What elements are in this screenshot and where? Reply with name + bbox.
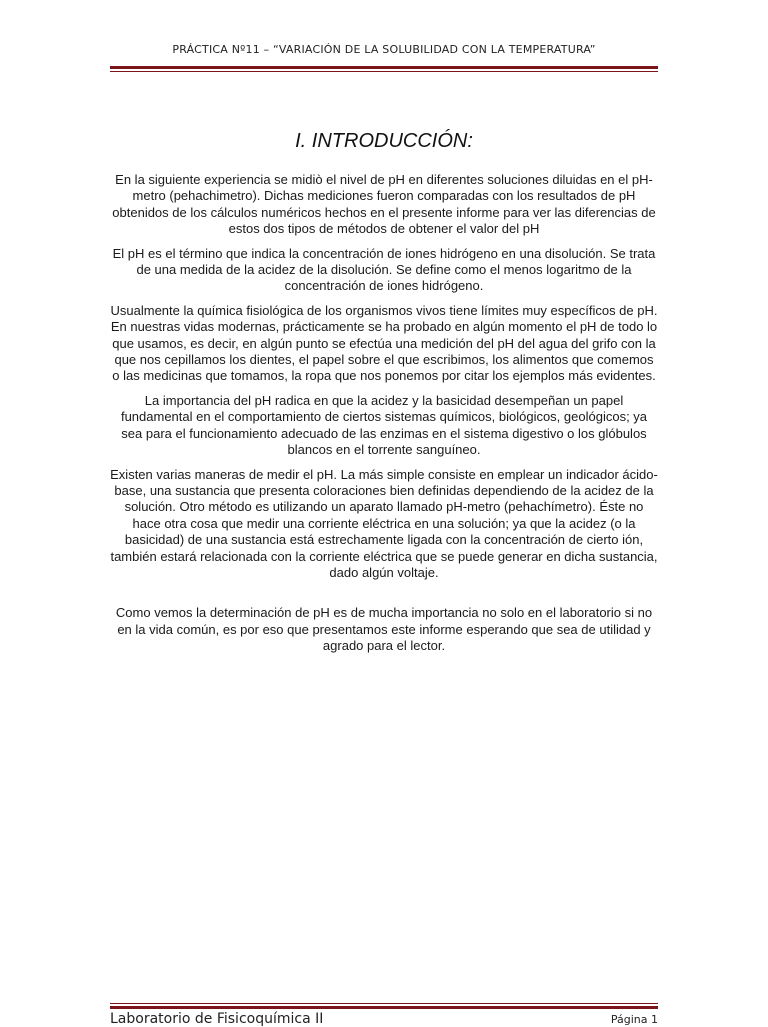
section-title: I. INTRODUCCIÓN: [295,130,473,152]
footer-page-number: Página 1 [610,1013,658,1026]
paragraph-1: En la siguiente experiencia se midiò el nivel de pH en diferentes soluciones diluidas en el pH-metro (pehachimetro). Dichas mediciones fueron comparadas con los resultados de pH obtenidos de los cálculos numéricos hechos en el presente informe para ver las diferencias de estos dos tipos de métodos de obtener el valor del pH [112,172,656,237]
paragraph-5: Existen varias maneras de medir el pH. La más simple consiste en emplear un indicador ácido-base, una sustancia que presenta coloraciones bien definidas dependiendo de la acidez de la solución. Otro método es utilizando un aparato llamado pH-metro (pehachímetro). Éste no hace otra cosa que medir una corriente eléctrica en una solución; ya que la acidez (o la basicidad) de una sustancia está estrechamente ligada con la concentración de cierto ión, también estará relacionada con la corriente eléctrica que se puede generar en dicha sustancia, dado algún voltaje. [110,466,658,580]
paragraph-2: El pH es el término que indica la concentración de iones hidrógeno en una disolución. Se trata de una medida de la acidez de la disolución. Se define como el menos logaritmo de la concentración de iones hidrógeno. [112,245,656,294]
paragraph-3: Usualmente la química fisiológica de los organismos vivos tiene límites muy específicos de pH. En nuestras vidas modernas, prácticamente se ha probado en algún momento el pH de todo lo que usamos, es decir, en algún punto se efectúa una medición del pH del agua del grifo con la que nos cepillamos los dientes, el papel sobre el que escribimos, los alimentos que comemos o las medicinas que tomamos, la ropa que nos ponemos por citar los ejemplos más evidentes. [110,302,658,384]
body-text [110,172,658,663]
paragraph-6: Como vemos la determinación de pH es de mucha importancia no solo en el laboratorio si no en la vida común, es por eso que presentamos este informe esperando que sea de utilidad y agrado para el lector. [115,605,653,654]
header-rule-thin [110,71,658,72]
footer-rule-thick [110,1006,658,1009]
header-rule-thick [110,66,658,69]
footer-lab-name: Laboratorio de Fisicoquímica II [110,1011,324,1027]
footer-rule-thin [110,1003,658,1004]
header-title: PRÁCTICA Nº11 – “VARIACIÓN DE LA SOLUBILIDAD CON LA TEMPERATURA” [172,43,596,56]
paragraph-4: La importancia del pH radica en que la acidez y la basicidad desempeñan un papel fundamental en el comportamiento de ciertos sistemas químicos, biológicos, geológicos; ya sea para el funcionamiento adecuado de las enzimas en el sistema digestivo o los glóbulos blancos en el torrente sanguíneo. [120,392,648,458]
